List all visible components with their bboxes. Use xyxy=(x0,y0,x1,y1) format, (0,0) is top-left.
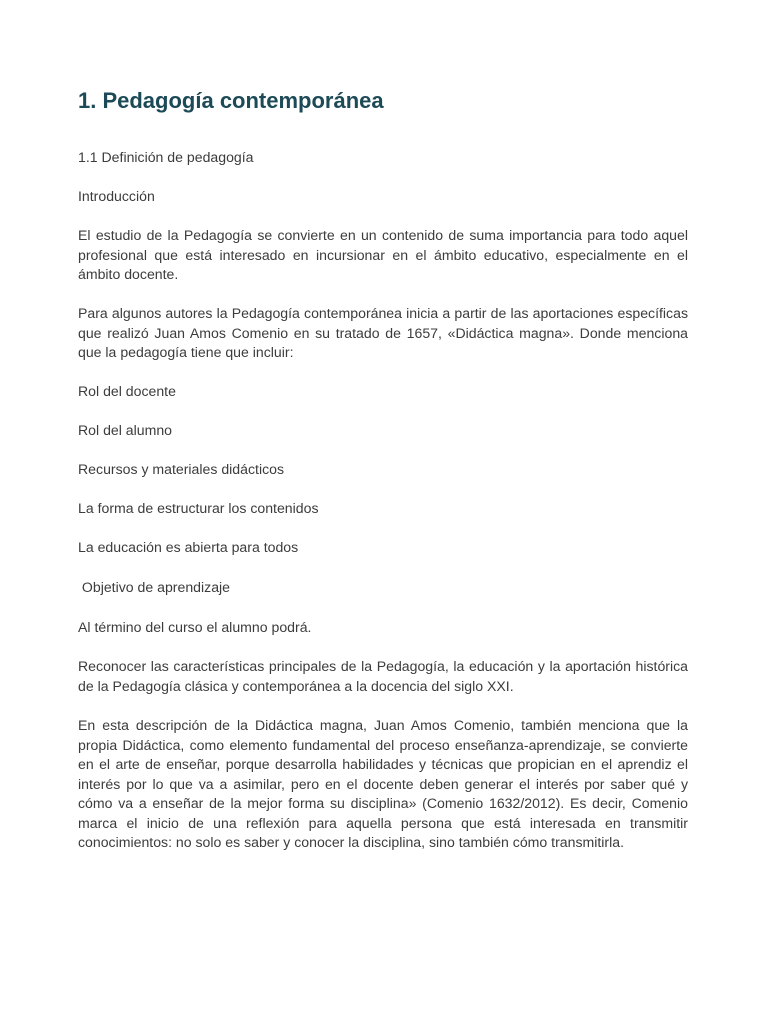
intro-paragraph: El estudio de la Pedagogía se convierte en un contenido de suma importancia para todo aquel profesional que está interesado en incursionar en el ámbito educativo, especialmente en el ámbito docente. xyxy=(78,227,688,282)
objective-heading: Objetivo de aprendizaje xyxy=(78,579,230,595)
didactica-paragraph: En esta descripción de la Didáctica magna, Juan Amos Comenio, también menciona que la propia Didáctica, como elemento fundamental del proceso enseñanza-aprendizaje, se convierte en el arte de enseñar, porque desarrolla habilidades y técnicas que propician en el aprendiz el interés por lo que va a asimilar, pero en el docente deben generar el interés por saber qué y cómo va a enseñar de la mejor forma su disciplina» (Comenio 1632/2012). Es decir, Comenio marca el inicio de una reflexión para aquella persona que está interesada en transmitir conocimientos: no solo es saber y conocer la disciplina, sino también cómo transmitirla. xyxy=(78,717,688,850)
objective-intro: Al término del curso el alumno podrá. xyxy=(78,619,312,635)
intro-heading: Introducción xyxy=(78,188,155,204)
list-item: Recursos y materiales didácticos xyxy=(78,461,285,477)
list-item: Rol del docente xyxy=(78,383,176,399)
list-item: La educación es abierta para todos xyxy=(78,539,299,555)
comenio-paragraph: Para algunos autores la Pedagogía contemporánea inicia a partir de las aportaciones específicas que realizó Juan Amos Comenio en su tratado de 1657, «Didáctica magna». Donde menciona que la pedagogía tiene que incluir: xyxy=(78,305,688,360)
objective-paragraph: Reconocer las características principales de la Pedagogía, la educación y la aportación histórica de la Pedagogía clásica y contemporánea a la docencia del siglo XXI. xyxy=(78,658,688,694)
section-subtitle: 1.1 Definición de pedagogía xyxy=(78,149,254,165)
list-item: La forma de estructurar los contenidos xyxy=(78,500,319,516)
page-title: 1. Pedagogía contemporánea xyxy=(78,88,384,113)
list-item: Rol del alumno xyxy=(78,422,173,438)
